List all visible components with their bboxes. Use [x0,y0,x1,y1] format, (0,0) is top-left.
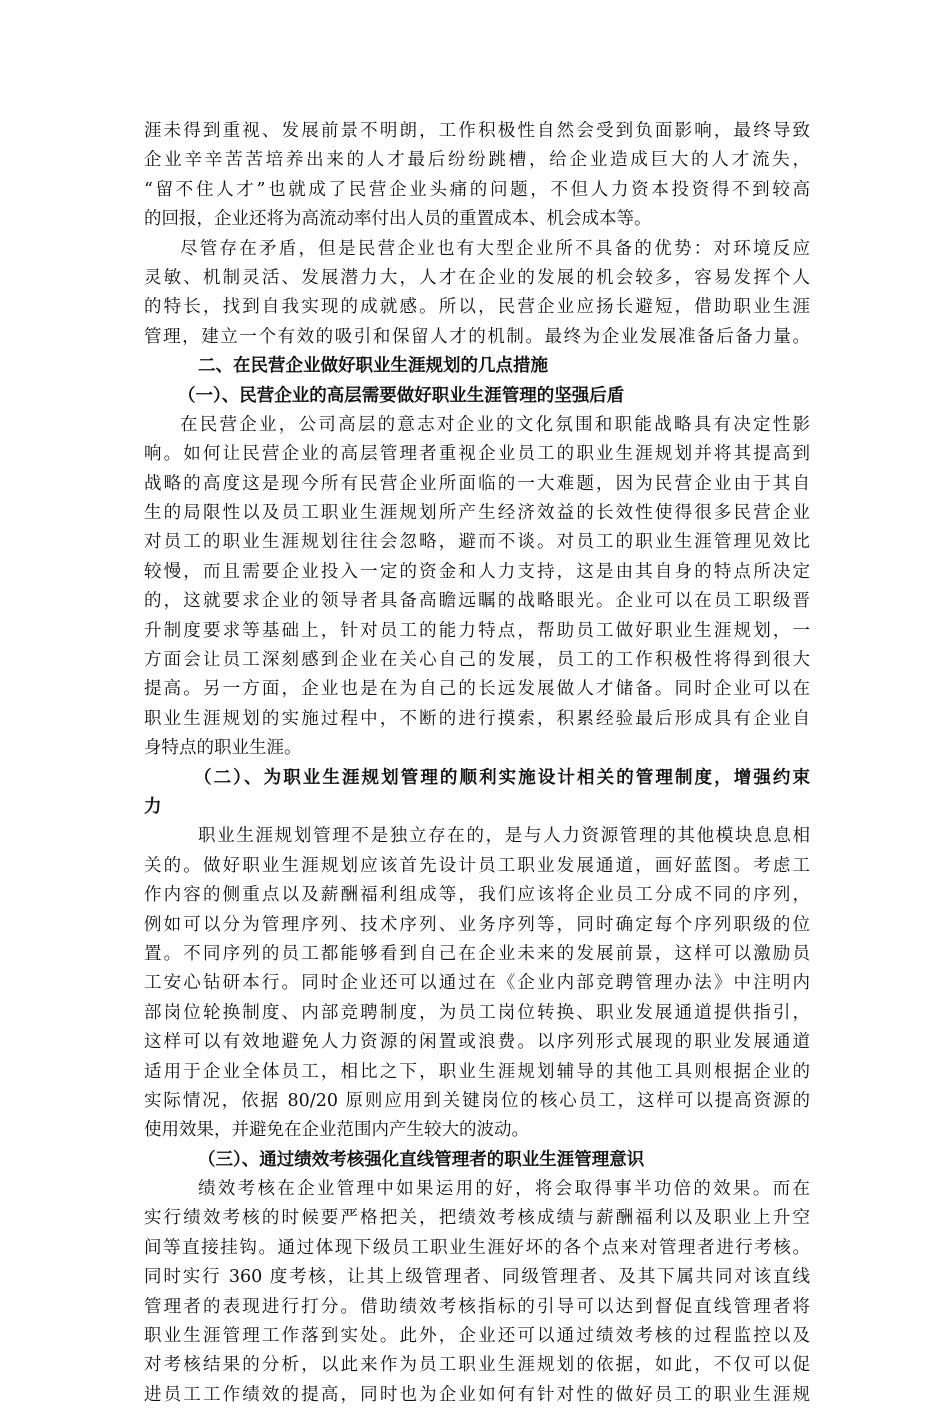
text-line: 方面会让员工深刻感到企业在关心自己的发展，员工的工作积极性将得到很大 [144,650,810,671]
text-line: 部岗位轮换制度、内部竞聘制度，为员工岗位转换、职业发展通道提供指引， [144,1002,810,1023]
text-line: 生的局限性以及员工职业生涯规划所产生经济效益的长效性使得很多民营企业 [144,503,810,524]
text-line: 绩效考核在企业管理中如果运用的好，将会取得事半功倍的效果。而在 [198,1179,810,1200]
text-line: 的，这就要求企业的领导者具备高瞻远瞩的战略眼光。企业可以在员工职级晋 [144,591,810,612]
subsection-heading [144,382,810,411]
paragraph [144,822,810,1145]
text-line: 职业生涯规划管理不是独立存在的，是与人力资源管理的其他模块息息相 [198,826,810,847]
text-line: 关的。做好职业生涯规划应该首先设计员工职业发展通道，画好蓝图。考虑工 [144,855,810,876]
text-line: 进员工工作绩效的提高，同时也为企业如何有针对性的做好员工的职业生涯规 [144,1384,810,1405]
text-line: 置。不同序列的员工都能够看到自己在企业未来的发展前景，这样可以激励员 [144,943,810,964]
text-line: 尽管存在矛盾，但是民营企业也有大型企业所不具备的优势：对环境反应 [180,238,810,259]
document-body [144,117,810,1410]
section-heading [144,352,810,381]
text-line: 身特点的职业生涯。 [144,738,302,759]
subsection-heading [144,764,810,823]
text-line: 职业生涯规划的实施过程中，不断的进行摸索，积累经验最后形成具有企业自 [144,708,810,729]
text-line: 这样可以有效地避免人力资源的闲置或浪费。以序列形式展现的职业发展通道 [144,1032,810,1053]
text-line: 涯未得到重视、发展前景不明朗，工作积极性自然会受到负面影响，最终导致 [144,121,810,141]
text-line: 管理，建立一个有效的吸引和保留人才的机制。最终为企业发展准备后备力量。 [144,326,810,347]
text-line: 例如可以分为管理序列、技术序列、业务序列等，同时确定每个序列职级的位 [144,914,810,935]
text-line: 使用效果，并避免在企业范围内产生较大的波动。 [144,1120,529,1141]
text-line: 职业生涯管理工作落到实处。此外，企业还可以通过绩效考核的过程监控以及 [144,1326,810,1347]
text-line: 的回报，企业还将为高流动率付出人员的重置成本、机会成本等。 [144,209,652,230]
text-line: 实际情况，依据 80/20 原则应用到关键岗位的核心员工，这样可以提高资源的 [144,1090,810,1111]
paragraph [144,117,810,235]
heading-line: （一）、民营企业的高层需要做好职业生涯管理的坚强后盾 [178,385,625,406]
text-line: 较慢，而且需要企业投入一定的资金和人力支持，这是由其自身的特点所决定 [144,561,810,582]
text-line: 升制度要求等基础上，针对员工的能力特点，帮助员工做好职业生涯规划，一 [144,620,810,641]
heading-line: （二）、为职业生涯规划管理的顺利实施设计相关的管理制度，增强约束 [194,767,810,788]
text-line: 适用于企业全体员工，相比之下，职业生涯规划辅导的其他工具则根据企业的 [144,1061,810,1082]
paragraph [144,411,810,764]
text-line: 企业辛辛苦苦培养出来的人才最后纷纷跳槽，给企业造成巨大的人才流失， [144,150,810,171]
heading-line: 力 [144,796,162,817]
text-line: 对员工的职业生涯规划往往会忽略，避而不谈。对员工的职业生涯管理见效比 [144,532,810,553]
text-line: 间等直接挂钩。通过体现下级员工职业生涯好坏的各个点来对管理者进行考核。 [144,1237,810,1258]
text-line: 作内容的侧重点以及薪酬福利组成等，我们应该将企业员工分成不同的序列， [144,885,810,906]
paragraph [144,1175,810,1410]
paragraph [144,235,810,353]
text-line: 的特长，找到自我实现的成就感。所以，民营企业应扬长避短，借助职业生涯 [144,297,810,318]
text-line: 战略的高度这是现今所有民营企业所面临的一大难题，因为民营企业由于其自 [144,473,810,494]
text-line: 同时实行 360 度考核，让其上级管理者、同级管理者、及其下属共同对该直线 [144,1267,810,1288]
text-line: 在民营企业，公司高层的意志对企业的文化氛围和职能战略具有决定性影 [180,414,810,435]
heading-line: （三）、通过绩效考核强化直线管理者的职业生涯管理意识 [198,1149,645,1170]
text-line: 管理者的表现进行打分。借助绩效考核指标的引导可以达到督促直线管理者将 [144,1296,810,1317]
text-line: 响。如何让民营企业的高层管理者重视企业员工的职业生涯规划并将其提高到 [144,444,810,465]
text-line: 工安心钻研本行。同时企业还可以通过在《企业内部竞聘管理办法》中注明内 [144,973,810,994]
text-line: 灵敏、机制灵活、发展潜力大，人才在企业的发展的机会较多，容易发挥个人 [144,267,810,288]
text-line: 实行绩效考核的时候要严格把关，把绩效考核成绩与薪酬福利以及职业上升空 [144,1208,810,1229]
heading-line: 二、在民营企业做好职业生涯规划的几点措施 [198,356,548,377]
text-line: “留不住人才”也就成了民营企业头痛的问题，不但人力资本投资得不到较高 [144,179,810,200]
text-line: 对考核结果的分析，以此来作为员工职业生涯规划的依据，如此，不仅可以促 [144,1355,810,1376]
subsection-heading [144,1146,810,1175]
text-line: 提高。另一方面，企业也是在为自己的长远发展做人才储备。同时企业可以在 [144,679,810,700]
